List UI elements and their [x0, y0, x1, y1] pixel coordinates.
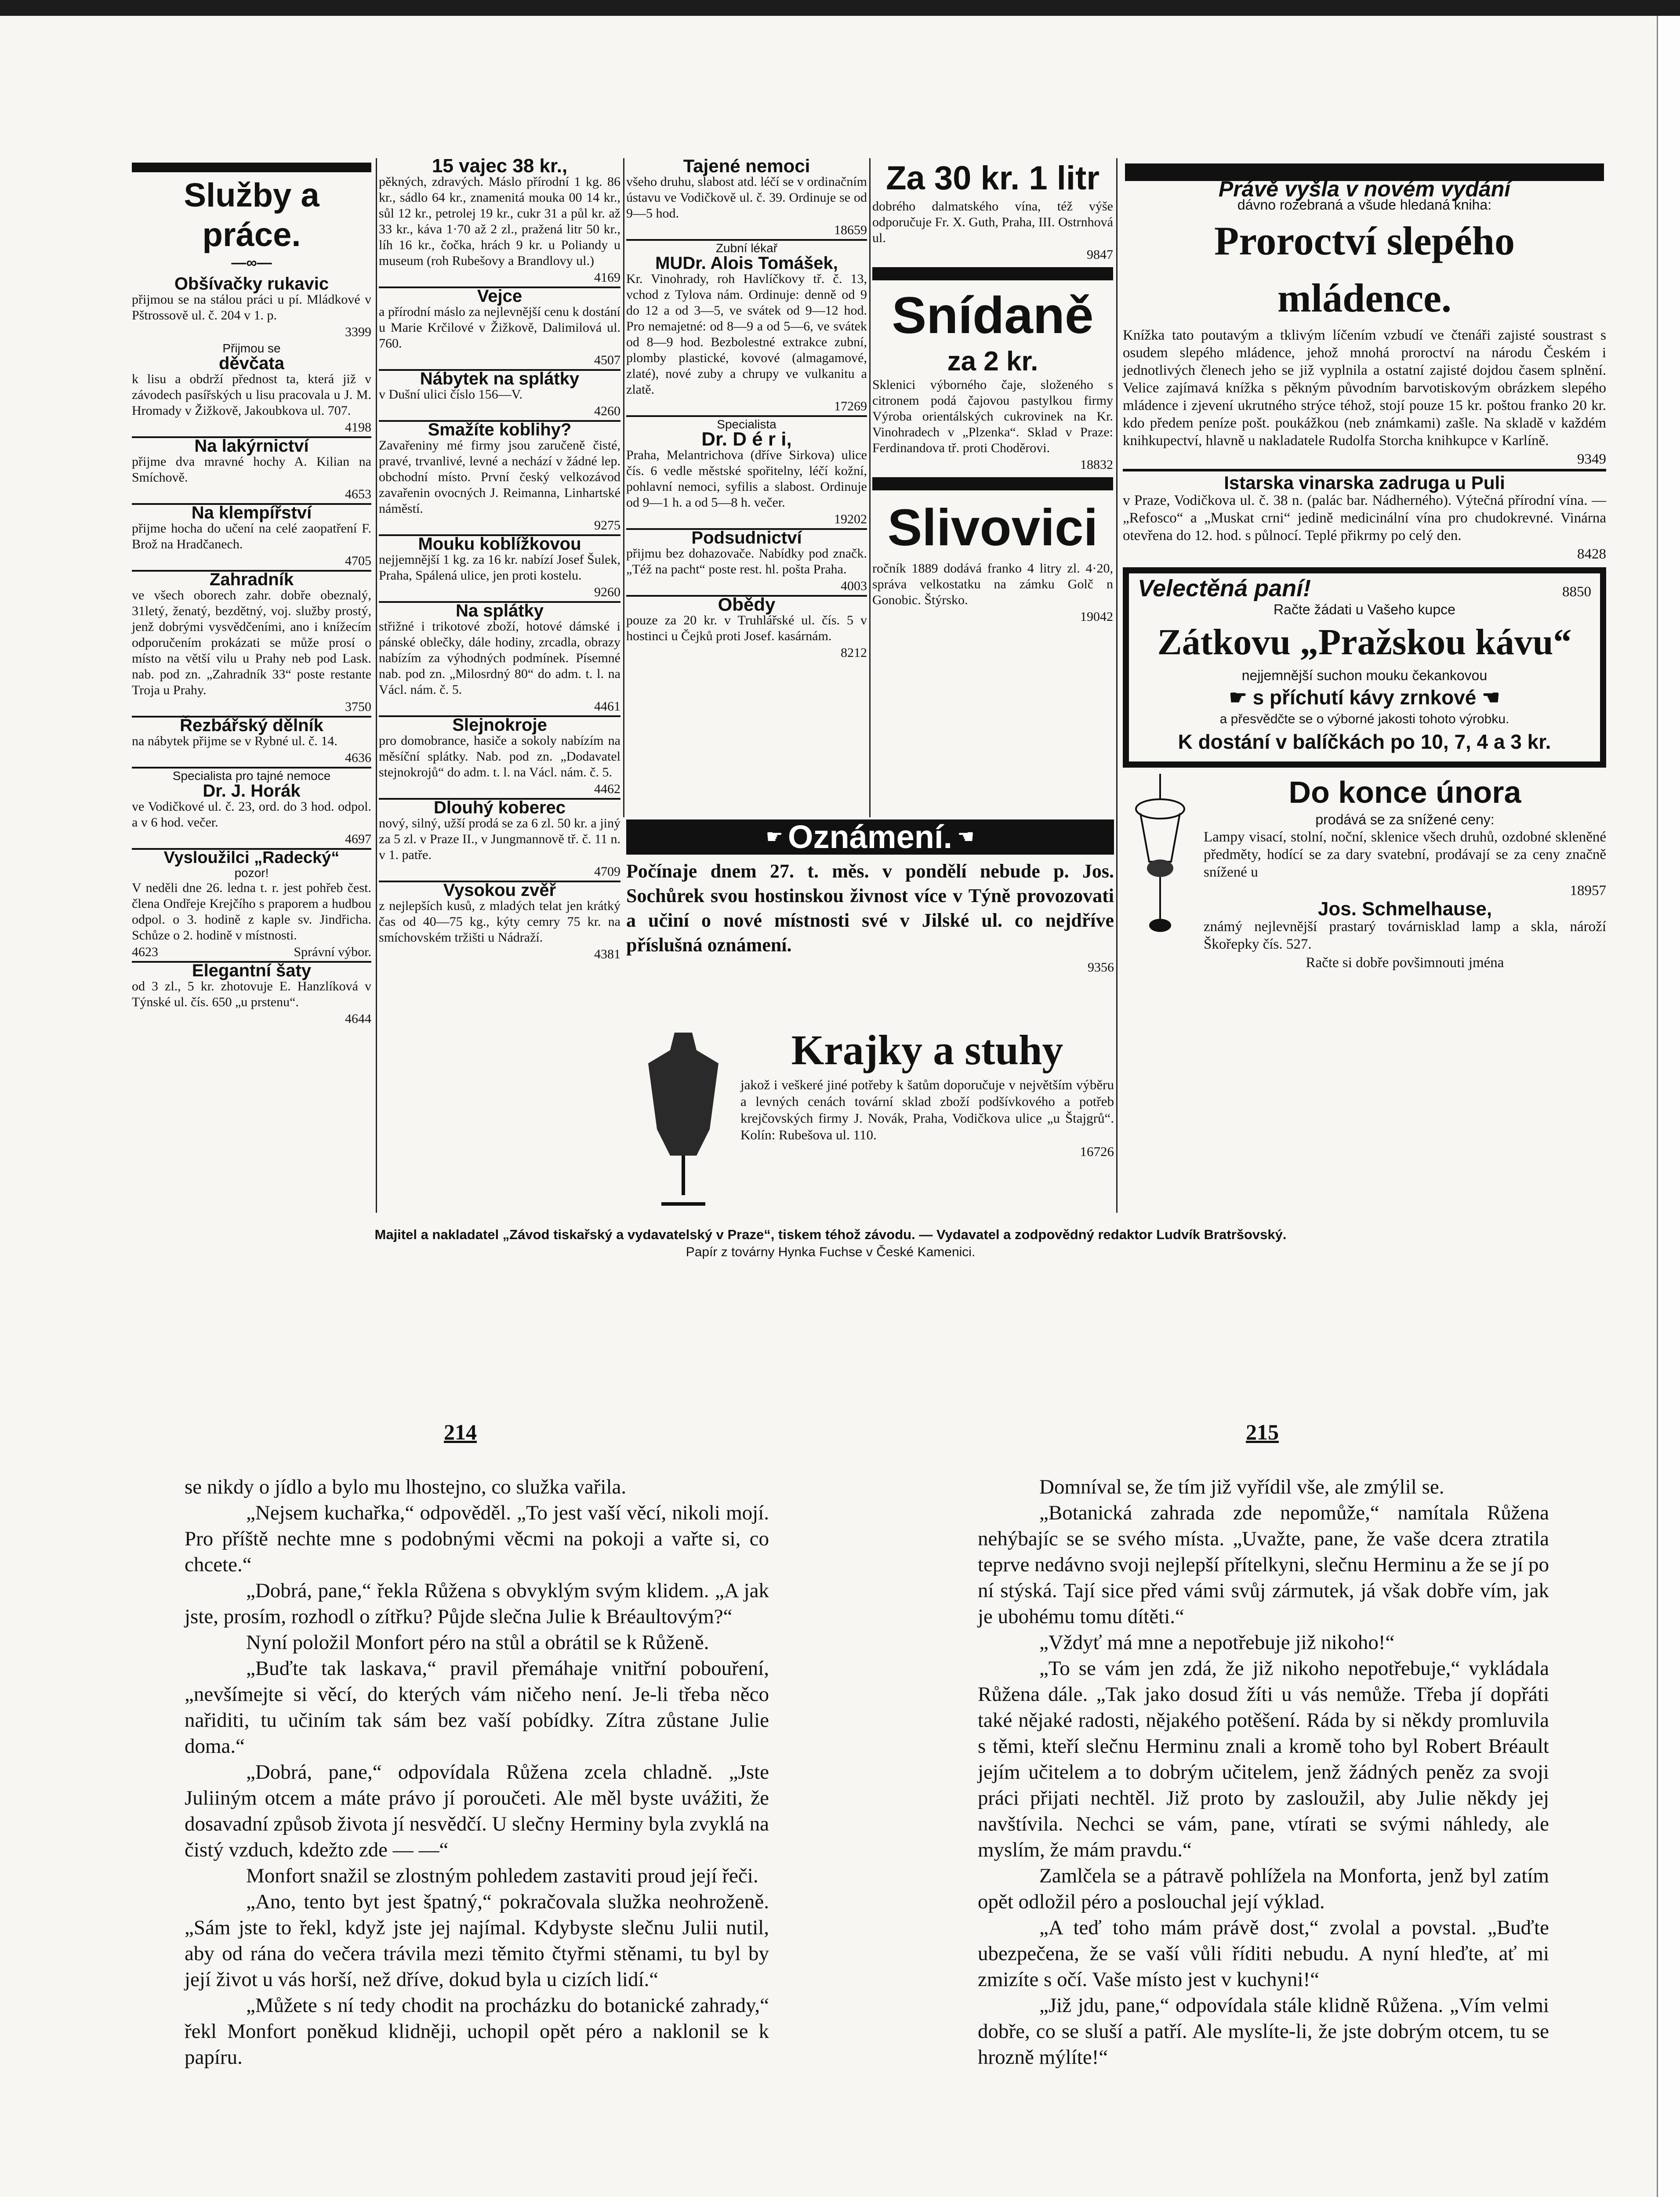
ad-subtitle: dávno rozebraná a všude hledaná kniha:	[1237, 197, 1492, 213]
ad-number: 9260	[594, 585, 620, 599]
ad-text: známý nejlevnější prastarý továrnisklad lamp a skla, nároží Škořepky čís. 527.	[1204, 919, 1606, 952]
ad-title: Zahradník	[132, 570, 371, 587]
ad-title-large: Slivovici	[887, 499, 1098, 557]
paragraph: se nikdy o jídlo a bylo mu lhostejno, co služka vařila.	[185, 1476, 627, 1498]
ad-title-large: Do konce února	[1288, 775, 1521, 809]
imprint-line: Majitel a nakladatel „Závod tiskařský a vydavatelský v Praze“, tiskem téhož závodu. — Vydavatel a zodpovědný redaktor Ludvík Bratršovský.	[374, 1227, 1287, 1242]
ad-title-large: Zátkovu „Pražskou kávu“	[1157, 622, 1572, 663]
ad-text: ve všech oborech zahr. dobře obeznalý, 31letý, ženatý, bezdětný, voj. služby prostý, jenž dobrými vysvědčeními, ano i knížecím odporučením prokázati se může prosí o místo na větší vilu u Prahy neb pod Lask. nab. pod zn. „Zahradník 33“ poste restante Troja u Prahy.	[132, 588, 371, 697]
ad-pretitle: pozor!	[234, 866, 269, 880]
column-rule	[869, 158, 871, 817]
ad-text: Sklenici výborného čaje, složeného s citronem podá čajovou pastylkou firmy Výroba orientálských cukrovinek na Kr. Vinohradech v „Plzenka“. Sklad v Praze: Ferdinandova tř. proti Choděrovi.	[872, 377, 1113, 455]
ad-text: Zavařeniny mé firmy jsou zaručeně čisté, pravé, trvanlivé, levné a nechází v žádné lep. obchodní místo. První český velkozávod zavařenin ovocných J. Reimanna, Linhartské náměstí.	[379, 438, 620, 516]
paragraph: „A teď toho mám právě dost,“ zvolal a povstal. „Buďte ubezpečena, že se vaší vůli říditi nebudu. A nyní hleďte, ať mi zmizíte s očí. Vaše místo jest v kuchyni!“	[978, 1916, 1549, 1991]
ad-number: 3750	[345, 700, 371, 714]
ad-title: Vysokou zvěř	[379, 881, 620, 898]
ad-title: Za 30 kr. 1 litr	[886, 160, 1099, 197]
ad-title: Tajené nemoci	[683, 156, 810, 176]
page-number-left: 214	[444, 1420, 477, 1444]
ad-number: 4623	[132, 945, 158, 959]
ornament: —∞—	[231, 254, 272, 271]
classified-column-4	[872, 158, 1113, 626]
scan-top-border	[0, 0, 1680, 16]
paragraph: Zamlčela se a pátravě pohlížela na Monforta, jenž byl zatím opět odložil péro a poslouchal její výklad.	[978, 1864, 1549, 1913]
ad-text: pouze za 20 kr. v Truhlářské ul. čís. 5 v hostinci u Čejků proti Josef. kasárnám.	[626, 613, 867, 643]
ad-pretitle: Přijmou se	[222, 341, 281, 355]
black-bar	[872, 267, 1113, 280]
ad-title: 15 vajec 38 kr.,	[432, 155, 568, 177]
ad-title-large: Snídaně	[892, 286, 1094, 344]
ad-title: Na lakýrnictví	[132, 436, 371, 454]
ad-number: 4636	[345, 750, 371, 765]
ad-title: Na splátky	[379, 601, 620, 619]
announcement-banner	[626, 819, 1114, 855]
column-rule	[1116, 158, 1118, 1213]
page-number-right: 215	[1246, 1420, 1279, 1444]
lace-ad	[626, 1024, 1114, 1217]
column-rule	[623, 158, 624, 817]
lamp-illustration	[1123, 774, 1197, 941]
ad-text: na nábytek přijme se v Rybné ul. č. 14.	[132, 734, 337, 748]
paragraph: „Vždyť má mne a nepotřebuje již nikoho!“	[1039, 1631, 1395, 1654]
pointing-hand-icon: ☛	[766, 826, 788, 848]
ad-number: 9847	[1087, 247, 1113, 262]
ad-line: K dostání v balíčkách po 10, 7, 4 a 3 kr.	[1178, 730, 1551, 753]
novel-text-left	[185, 1474, 769, 2070]
ad-text: dobrého dalmatského vína, též výše odporučuje Fr. X. Guth, Praha, III. Ostrnhová ul.	[872, 199, 1113, 245]
ad-number: 4709	[594, 864, 620, 879]
ad-title: MUDr. Alois Tomášek,	[655, 254, 838, 273]
classified-column-3	[626, 158, 867, 662]
ad-title: Vysloužilci „Radecký“	[132, 848, 371, 866]
ad-number: 18957	[1570, 883, 1606, 899]
ad-text: ve Vodičkové ul. č. 23, ord. do 3 hod. odpol. a v 6 hod. večer.	[132, 799, 371, 830]
ad-title: Dr. D é r i,	[701, 428, 792, 450]
ad-number: 4653	[345, 487, 371, 501]
ad-text: pěkných, zdravých. Máslo přírodní 1 kg. 86 kr., sádlo 64 kr., znamenitá mouka 00 14 kr., sůl 12 kr., petrolej 19 kr., cukr 31 a půl kr. až 33 kr., káva 1·70 až 2 zl., pražená litr 50 kr., líh 16 kr., čočka, hrách 9 kr. u Poliandy u museum (roh Rubešovy a Brandlovy ul.)	[379, 174, 620, 268]
ad-text: střižné i trikotové zboží, hotové dámské i pánské oblečky, dále hodiny, zrcadla, obrazy nabízím za výhodných podmínek. Písemné nab. pod zn. „Milosrdný 80“ do adm. t. l. na Václ. nám. č. 5.	[379, 619, 620, 697]
ad-title: Slejnokroje	[379, 715, 620, 733]
ad-title: Velectěná paní!	[1138, 575, 1311, 602]
ad-text: pro domobrance, hasiče a sokoly nabízím na měsíční splátky. Nab. pod zn. „Dodavatel stejnokrojů“ do adm. t. l. na Václ. nám. č. 5.	[379, 733, 620, 779]
ad-text: v Dušní ulici číslo 156—V.	[379, 387, 523, 402]
ad-number: 18832	[1080, 457, 1113, 472]
ad-title: Obšívačky rukavic	[174, 274, 329, 294]
ad-title: Istarska vinarska zadruga u Puli	[1123, 469, 1606, 492]
ad-title-large: Krajky a stuhy	[791, 1026, 1063, 1073]
announcement-ad	[626, 819, 1114, 978]
ad-number: 19202	[834, 512, 867, 526]
ad-title: Řezbářský dělník	[132, 716, 371, 733]
paragraph: „Již jdu, pane,“ odpovídala stále klidně Růžena. „Vím velmi dobře, co se sluší a patří. Ale myslíte-li, že jste dobrým otcem, tu se hrozně mýlíte!“	[978, 1994, 1549, 2069]
ad-text: nový, silný, užší prodá se za 6 zl. 50 kr. a jiný za 5 zl. v Praze II., v Jungmannově tř. č. 11 n. v 1. patře.	[379, 816, 620, 862]
ad-title: Na klempířství	[132, 503, 371, 521]
ad-line: Račte žádati u Vašeho kupce	[1274, 602, 1455, 617]
ad-text: Počínaje dnem 27. t. měs. v pondělí nebude p. Jos. Sochůrek svou hostinskou živnost více v Týně provozovati a učiní o nové místnosti své v Jilské ul. co nejdříve příslušná oznámení.	[626, 860, 1114, 956]
column-rule	[376, 158, 377, 1213]
paragraph: „Botanická zahrada zde nepomůže,“ namítala Růžena nehýbajíc se se svého místa. „Uvažte, pane, že vaše dcera ztratila teprve nedávno svoji nejlepší přítelkyni, slečnu Herminu a že se jí po ní stýská. Tají sice před vámi svůj zármutek, já však dobře vím, jak je ubohému tomu dítěti.“	[978, 1501, 1549, 1628]
ad-line: nejjemnější suchon mouku čekankovou	[1241, 667, 1488, 683]
paragraph: Nyní položil Monfort péro na stůl a obrátil se k Růženě.	[246, 1631, 709, 1654]
ad-number: 4381	[594, 947, 620, 961]
ad-text: z nejlepších kusů, z mladých telat jen krátký čas od 40—75 kg., kýty cemry 75 kr. na smíchovském tržišti u Nádraží.	[379, 899, 620, 945]
ad-number: 9349	[1577, 451, 1606, 467]
paragraph: Domníval se, že tím již vyřídil vše, ale zmýlil se.	[1039, 1476, 1444, 1498]
ad-pretitle: Zubní lékař	[626, 239, 867, 255]
ad-title: Mouku koblížkovou	[379, 534, 620, 552]
classified-column-1	[132, 158, 371, 1028]
announcement-title: Oznámení.	[787, 819, 953, 855]
ad-title: Smažíte koblihy?	[379, 420, 620, 438]
ad-text: a přírodní máslo za nejlevnější cenu k dostání u Marie Krčilové v Žižkově, Dalimilová ul. 760.	[379, 305, 620, 351]
ad-text: Lampy visací, stolní, noční, sklenice všech druhů, ozdobné skleněné předměty, hodící se za dary svatební, prodávají se za ceny značně snížené u	[1204, 829, 1606, 880]
ad-subtitle: prodává se za snížené ceny:	[1315, 812, 1495, 827]
ad-text: V neděli dne 26. ledna t. r. jest pohřeb čest. člena Ondřeje Krejčího s praporem a hudbou odpol. o 3. hodině z kaple sv. Jindřicha. Schůze o 2. hodině v místnosti.	[132, 881, 371, 943]
ad-number: 4169	[594, 270, 620, 285]
ad-text: od 3 zl., 5 kr. zhotovuje E. Hanzlíková v Týnské ul. čís. 650 „u prstenu“.	[132, 979, 371, 1009]
ad-text: přijme hocha do učení na celé zaopatření F. Brož na Hradčanech.	[132, 521, 371, 551]
imprint-line: Papír z továrny Hynka Fuchse v České Kamenici.	[686, 1245, 976, 1259]
ad-number: 3399	[345, 325, 371, 339]
ad-number: 4198	[345, 420, 371, 435]
ad-number: 4507	[594, 353, 620, 367]
pointing-hand-icon: ☚	[1476, 686, 1500, 709]
classified-column-5	[1123, 158, 1606, 972]
novel-text-right	[978, 1474, 1549, 2070]
ad-number: 18659	[834, 223, 867, 237]
ad-number: 4003	[841, 579, 867, 593]
ad-text: Praha, Melantrichova (dříve Sirkova) ulice čís. 6 vedle městské spořitelny, léčí kožní, pohlavní nemoci, syfilis a slabost. Ordinuje od 9—1 h. a od 5—8 h. večer.	[626, 448, 867, 510]
paragraph: „Ano, tento byt jest špatný,“ pokračovala služka neohroženě. „Sám jste to řekl, když jste jej najímal. Kdybyste slečnu Julii nutil, aby od rána do večera trávila mezi těmito čtyřmi stěnami, tu byl by její život u vás horší, než dříve, dokud byla u cizích lidí.“	[185, 1890, 769, 1991]
adjacent-page-strip	[1657, 16, 1680, 2197]
ad-number: 8428	[1577, 546, 1606, 562]
ad-signature: Správní výbor.	[294, 945, 371, 959]
pointing-hand-icon: ☛	[1229, 686, 1253, 709]
ad-title: Dr. J. Horák	[203, 781, 301, 801]
imprint	[132, 1226, 1529, 1261]
ad-number: 4705	[345, 554, 371, 568]
paragraph: „Můžete s ní tedy chodit na procházku do botanické zahrady,“ řekl Monfort poněkud klidněji, uchopil opět péro a naklonil se k papíru.	[185, 1994, 769, 2069]
ad-text: nejjemnější 1 kg. za 16 kr. nabízí Josef Šulek, Praha, Spálená ulice, jen proti kostelu.	[379, 552, 620, 583]
paragraph: „Buďte tak laskava,“ pravil přemáhaje vnitřní pobouření, „nevšímejte si věcí, do kterých vám ničeho není. Je-li třeba něco nařiditi, tu učiním tak sám bez vaší pobídky. Zítra zůstane Julie doma.“	[185, 1657, 769, 1758]
ad-text: jakož i veškeré jiné potřeby k šatům doporučuje v největším výběru a levných cenách tovární sklad zboží podšívkového a potřeb krejčovských firmy J. Novák, Praha, Vodičkova ulice „u Štajgrů“. Kolín: Rubešova ul. 110.	[740, 1077, 1114, 1142]
ad-line: a přesvědčte se o výborné jakosti tohoto výrobku.	[1219, 712, 1509, 726]
ad-line	[1138, 684, 1591, 711]
ad-title: Obědy	[626, 595, 867, 613]
ad-number: 17269	[834, 399, 867, 413]
ad-number: 4461	[594, 699, 620, 714]
ad-title: Vejce	[379, 286, 620, 304]
paragraph: „Dobrá, pane,“ řekla Růžena s obvyklým svým klidem. „A jak jste, prosím, rozhodl o zítřku? Půjde slečna Julie k Bréaultovým?“	[185, 1579, 769, 1628]
ad-firm: Jos. Schmelhause,	[1317, 898, 1492, 920]
ad-title: Podsudnictví	[626, 528, 867, 546]
ad-number: 4260	[594, 404, 620, 418]
ad-number: 8212	[841, 645, 867, 660]
lamp-icon	[1123, 774, 1197, 941]
ad-number: 19042	[1080, 609, 1113, 624]
pointing-hand-icon: ☚	[952, 826, 975, 848]
black-bar	[872, 477, 1113, 490]
paragraph: „To se vám jen zdá, že již nikoho nepotřebuje,“ vykládala Růžena dále. „Tak jako dosud žíti u vás nemůže. Třeba jí dopřáti také nějaké radosti, nějakého potěšení. Ráda by si někdy promluvila s těmi, kteří slečnu Herminu znali a kromě toho byl Robert Bréault jejím učitelem a to dobrým učitelem, jenž žádných peněz za svoji práci přijati nechtěl. Již proto by zasloužil, aby Julie někdy jej navštívila. Nechci se vám, pane, vtírati se svými náhledy, ale myslím, že mám pravdu.“	[978, 1657, 1549, 1861]
ad-text: všeho druhu, slabost atd. léčí se v ordinačním ústavu ve Vodičkově ul. č. 39. Ordinuje se od 9—5 hod.	[626, 174, 867, 221]
ad-title: Dlouhý koberec	[379, 798, 620, 816]
ad-number: 4697	[345, 832, 371, 846]
ad-number: 8850	[1562, 584, 1591, 600]
ad-pretitle: Specialista	[626, 415, 867, 431]
dress-form-icon	[626, 1024, 740, 1213]
ad-number: 4644	[345, 1011, 371, 1026]
coffee-ad-box	[1123, 567, 1606, 768]
ad-title: Právě vyšla v novém vydání	[1218, 177, 1511, 201]
ad-number: 9275	[594, 518, 620, 533]
ad-text: Račte si dobře povšimnouti jména	[1306, 955, 1504, 971]
ad-text: přijmu bez dohazovače. Nabídky pod značk. „Též na pacht“ poste rest. hl. pošta Praha.	[626, 546, 867, 576]
ad-text: Kr. Vinohrady, roh Havlíčkovy tř. č. 13, vchod z Tylova nám. Ordinuje: denně od 9 do 12 a od 3—5, ve svátek od 9—12 hod. Pro nemajetné: od 8—9 a od 5—6, ve svátek od 8—9 hod. Bezbolestné extrakce zubní, plomby plastické, kovové (almagamové, zlaté), nové zuby a chrupy ve vulkanitu a zlatě.	[626, 272, 867, 397]
ad-text: Knížka tato poutavým a tklivým líčením vzbudí ve čtenáři zajisté soustrast s osudem slepého mládence, jehož mnohá proroctví na národu Českém i jednotlivých členech jeho se již vyplnila a ostatní zajisté dojdou časem splnění. Velice zajímavá knížka s pěkným původním barvotiskovým obrázkem slepého mládence i zjevení ukrutného strýce téhož, stojí pouze 15 kr. poštou franko 20 kr. kdo předem peníze pošt. poukážkou (neb známkami) zašle. Na skladě v každém knihkupectví, hlavně u nakladatele Rudolfa Storcha knihkupce v Karlíně.	[1123, 327, 1606, 449]
ad-number: 16726	[1080, 1144, 1114, 1159]
paragraph: „Nejsem kuchařka,“ odpověděl. „To jest vaší věcí, nikoli mojí. Pro příště nechte mne s podobnými věcmi na pokoji a vařte si, co chcete.“	[185, 1501, 769, 1576]
ad-text: přijme dva mravné hochy A. Kilian na Smíchově.	[132, 454, 371, 485]
ad-text: přijmou se na stálou práci u pí. Mládkové v Pštrossově ul. č. 204 v 1. p.	[132, 292, 371, 323]
ad-text: ročník 1889 dodává franko 4 litry zl. 4·20, správa velkostatku na zámku Golč n Gonobic. Štýrsko.	[872, 561, 1113, 607]
ad-title: Elegantní šaty	[132, 961, 371, 979]
paragraph: „Dobrá, pane,“ odpovídala Růžena zcela chladně. „Jste Juliiným otcem a máte právo jí poroučeti. Ale měl byste uvážiti, že dosavadní způsob života jí nesvědčí. U slečny Herminy byla zvyklá na čistý vzduch, kdežto zde — —“	[185, 1761, 769, 1861]
ad-pretitle: Specialista pro tajné nemoce	[132, 767, 371, 783]
classified-column-2	[379, 155, 620, 963]
ad-text: v Praze, Vodičkova ul. č. 38 n. (palác bar. Nádherného). Výtečná přírodní vína. — „Refosco“ a „Muskat crni“ jedině medicinální vína pro chudokrevné. Vinárna otevřena do 12. hod. s půlnocí. Teplé přikrmy po celý den.	[1123, 493, 1606, 544]
ad-subtitle: za 2 kr.	[947, 346, 1038, 377]
ad-number: 9356	[1088, 960, 1114, 975]
ad-text: k lisu a obdrží přednost ta, která již v závodech pasířských u lisu pracovala u J. M. Hromady v Žižkově, Jakoubkova ul. 707.	[132, 372, 371, 418]
ad-title-large: Proroctví slepého mládence.	[1214, 218, 1515, 320]
ad-title: děvčata	[219, 354, 284, 373]
paragraph: Monfort snažil se zlostným pohledem zastaviti proud její řeči.	[246, 1864, 758, 1887]
ad-title: Nábytek na splátky	[379, 369, 620, 387]
dress-form-illustration	[626, 1024, 740, 1213]
ad-number: 4462	[594, 782, 620, 796]
section-heading: Služby a práce.	[184, 177, 319, 254]
ad-line-text: s příchutí kávy zrnkové	[1252, 686, 1477, 709]
